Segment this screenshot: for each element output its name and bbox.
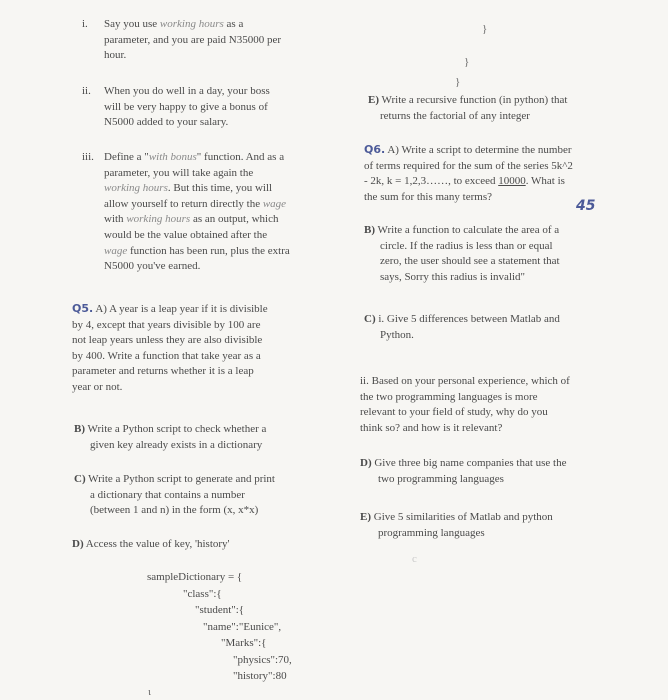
text-line: allow yourself to return directly the [104,197,263,210]
text-line: parameter, and you are paid N35000 per [104,33,282,46]
code-block [147,569,337,685]
underlined-text: 10000 [498,175,526,188]
text-line: Access the value of key, 'history' [83,538,230,550]
question-e-recursive [368,93,628,124]
code-line: "physics":70, [233,653,292,666]
text-line: given key already exists in a dictionary [90,438,263,451]
text-line: as a [223,18,244,30]
text-line: A) A year is a leap year if it is divisible [93,303,268,315]
question-5d [72,537,322,553]
text-line: the two programming languages is more [360,390,538,403]
question-label: E) [360,511,371,523]
code-line: "name":"Eunice", [203,620,282,633]
text-line: parameter, you will take again the [104,166,254,179]
code-line: sampleDictionary = { [147,571,243,583]
closing-brace: } [455,76,461,88]
question-5b [74,422,314,453]
text-line: Write a recursive function (in python) that [379,94,568,106]
item-ii [84,84,334,131]
text-line: Say you use [104,18,160,30]
code-line: "student":{ [195,604,245,616]
text-line: returns the factorial of any integer [380,109,530,122]
item-number: i. [82,18,88,30]
text-line: says, Sorry this radius is invalid" [380,270,526,283]
text-line: - 2k, k = 1,2,3……, to exceed [364,175,499,188]
handwritten-q6-mark: Q6. [364,143,386,156]
text-line: Python. [380,328,414,341]
text-line: circle. If the radius is less than or equal [380,239,553,252]
text-line: of terms required for the sum of the series 5k^2 [364,159,573,172]
question-6c-ii [360,374,616,436]
text-line: " function. And as a [196,151,285,163]
text-line: programming languages [378,526,485,539]
text-line: Give three big name companies that use the [371,457,567,469]
handwritten-q5-mark: Q5. [72,302,94,315]
text-line: Write a function to calculate the area of a [375,224,560,236]
text-line: . What is [525,175,565,188]
text-line: (between 1 and n) in the form (x, x*x) [90,504,259,517]
text-line: year or not. [72,380,123,393]
question-label: E) [368,94,379,106]
text-line: i. Give 5 differences between Matlab and [375,313,560,325]
question-6a [364,142,626,205]
handwritten-note: 45 [576,198,596,214]
question-label: C) [364,313,376,325]
code-line: "Marks":{ [221,637,267,649]
text-line: . But this time, you will [167,182,273,195]
question-5a [72,301,310,396]
text-line: will be very happy to give a bonus of [104,100,268,113]
text-line: A) Write a script to determine the number [385,144,572,156]
question-label: B) [364,224,375,236]
question-label: B) [74,423,85,435]
text-line: Write a Python script to generate and print [85,473,275,485]
text-line: When you do well in a day, your boss [104,85,270,97]
item-iii [84,150,334,275]
text-line: relevant to your field of study, why do you [360,406,548,419]
question-6b [364,223,626,285]
text-line: think so? and how is it relevant? [360,421,503,434]
text-line: N5000 added to your salary. [104,116,229,129]
text-line: parameter and returns whether it is a leap [72,365,254,378]
closing-brace: } [464,56,470,68]
text-line: zero, the user should see a statement that [380,255,560,268]
italic-text: working hours [126,213,191,226]
item-number: ii. [82,85,91,97]
code-line: "class":{ [183,587,222,600]
text-line: Write a Python script to check whether a [85,423,267,435]
question-label: D) [360,457,372,469]
italic-text: wage [104,244,128,257]
italic-text: wage [262,197,287,210]
italic-text: working hours [159,18,224,30]
text-line: function has been run, plus the extra [127,244,290,257]
item-number: iii. [82,151,94,163]
text-line: two programming languages [378,472,504,485]
bottom-mark: ι [148,686,151,698]
text-line: with [104,213,127,226]
question-5c [74,472,324,519]
text-line: N5000 you've earned. [104,260,201,273]
faint-mark: c [412,553,417,565]
item-i [84,17,334,64]
question-label: D) [72,538,84,550]
text-line: the sum for this many terms? [364,190,493,203]
code-line: "history":80 [233,670,287,682]
text-line: ii. Based on your personal experience, which of [360,375,570,387]
text-line: would be the value obtained after the [104,228,268,241]
closing-brace: } [482,23,488,35]
text-line: as an output, which [190,213,279,226]
question-label: C) [74,473,86,485]
question-6d [360,456,622,487]
text-line: hour. [104,49,127,62]
text-line: Give 5 similarities of Matlab and python [371,511,553,523]
question-6e [360,510,622,541]
text-line: by 400. Write a function that take year as a [72,349,261,362]
question-6c-i [364,312,626,343]
italic-text: with bonus [148,151,197,163]
italic-text: working hours [104,182,168,195]
text-line: Define a " [104,151,149,163]
text-line: by 4, except that years divisible by 100 are [72,318,261,331]
text-line: a dictionary that contains a number [90,488,245,501]
text-line: not leap years unless they are also divisible [72,334,263,347]
